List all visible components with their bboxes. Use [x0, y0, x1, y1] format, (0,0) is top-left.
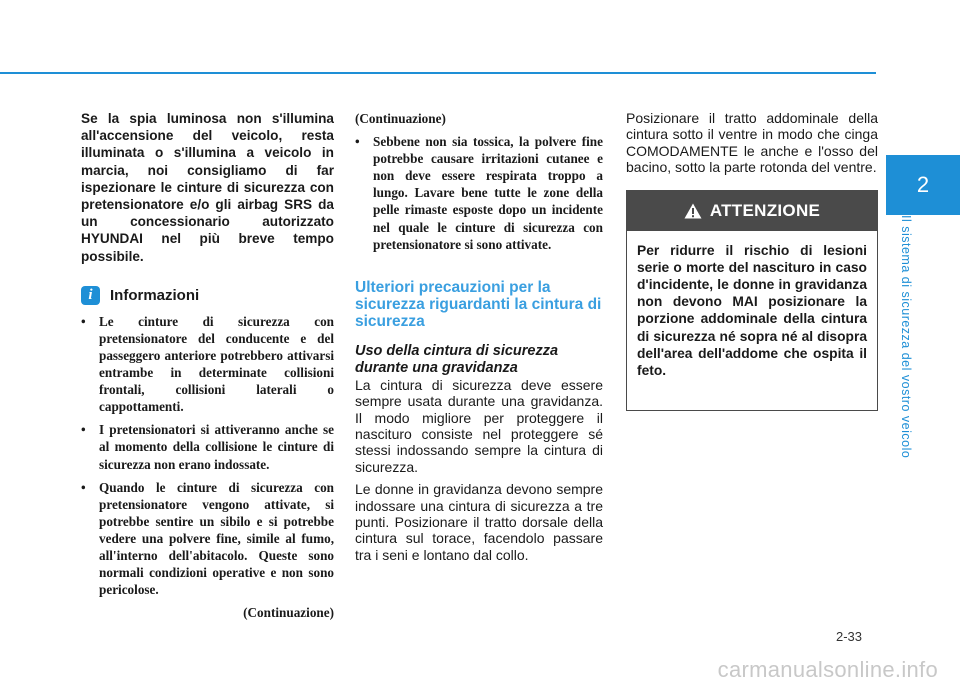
pregnancy-paragraph-1: La cintura di sicurezza deve essere sempre usata durante una gravidanza. Il modo migliore per proteggere il nascituro consiste nel proteggere sé stessi indossando sempre la cintura di sicurezza.	[355, 376, 603, 475]
list-item: • Quando le cinture di sicurezza con pretensionatore vengono attivate, si potrebbe sentire un sibilo e si potrebbe vedere una polvere fine, simile al fumo, all'interno dell'abitacolo. Queste sono normali condizioni operative e non sono pericolose.	[81, 479, 334, 598]
lap-belt-paragraph: Posizionare il tratto addominale della cintura sotto il ventre in modo che cinga COMODAMENTE le anche e l'osso del bacino, sotto la parte rotonda del ventre.	[626, 110, 878, 176]
bullet-mark: •	[81, 479, 86, 495]
chapter-side-title	[886, 215, 926, 475]
warning-text: Per ridurre il rischio di lesioni serie o morte del nascituro in caso d'incidente, le donne in gravidanza non devono MAI posizionare la porzione addominale della cintura di sicurezza né sopra né al disopra dell'area dell'addome che ospita il feto.	[637, 242, 867, 379]
section-title: Ulteriori precauzioni per la sicurezza riguardanti la cintura di sicurezza	[355, 278, 602, 330]
pregnancy-paragraph-2: Le donne in gravidanza devono sempre indossare una cintura di sicurezza a tre punti. Posizionare il tratto dorsale della cintura sul torace, facendolo passare tra i seni e lontano dal collo.	[355, 481, 603, 563]
chapter-tab	[886, 155, 960, 215]
column-1	[81, 110, 334, 621]
bullet-mark: •	[81, 313, 86, 329]
continued-bullet-list	[355, 133, 603, 253]
chapter-number: 2	[916, 172, 930, 197]
column-2	[355, 110, 603, 563]
continued-label: (Continuazione)	[355, 111, 446, 126]
info-bullet-list	[81, 313, 334, 599]
warning-header	[627, 191, 877, 231]
list-item: • Sebbene non sia tossica, la polvere fine potrebbe causare irritazioni cutanee e non deve essere respirata troppo a lungo. Lavare bene tutte le zone della pelle rimaste esposte dopo un incidente nel quale le cinture di sicurezza con pretensionatore si sono attivate.	[355, 134, 603, 252]
continued-label: (Continuazione)	[243, 605, 334, 621]
top-rule	[0, 72, 876, 74]
bullet-mark: •	[355, 134, 360, 150]
chapter-title: Il sistema di sicurezza del vostro veicolo	[899, 215, 913, 459]
info-icon: i	[81, 286, 100, 305]
list-item: • I pretensionatori si attiveranno anche se al momento della collisione le cinture di sicurezza non erano indossate.	[81, 422, 334, 472]
warning-triangle-icon	[684, 203, 702, 219]
warning-light-paragraph: Se la spia luminosa non s'illumina all'accensione del veicolo, resta illuminata o s'illumina a veicolo in marcia, noi consigliamo di far ispezionare le cinture di sicurezza con pretensionatore e/o gli airbag SRS da un concessionario autorizzato HYUNDAI nel più breve tempo possibile.	[81, 111, 334, 264]
sub-title: Uso della cintura di sicurezza durante una gravidanza	[355, 342, 559, 376]
warning-box	[626, 190, 878, 411]
watermark: carmanualsonline.info	[717, 657, 938, 682]
info-title: Informazioni	[110, 286, 200, 304]
warning-label: ATTENZIONE	[709, 200, 821, 220]
list-item: • Le cinture di sicurezza con pretensionatore del conducente e del passeggero anteriore potrebbero attivarsi entrambe in determinate collisioni frontali, collisioni laterali o cappottamenti.	[81, 313, 334, 415]
page-number: 2-33	[836, 629, 863, 644]
info-heading	[81, 286, 334, 305]
column-3	[626, 110, 878, 411]
bullet-mark: •	[81, 422, 86, 438]
